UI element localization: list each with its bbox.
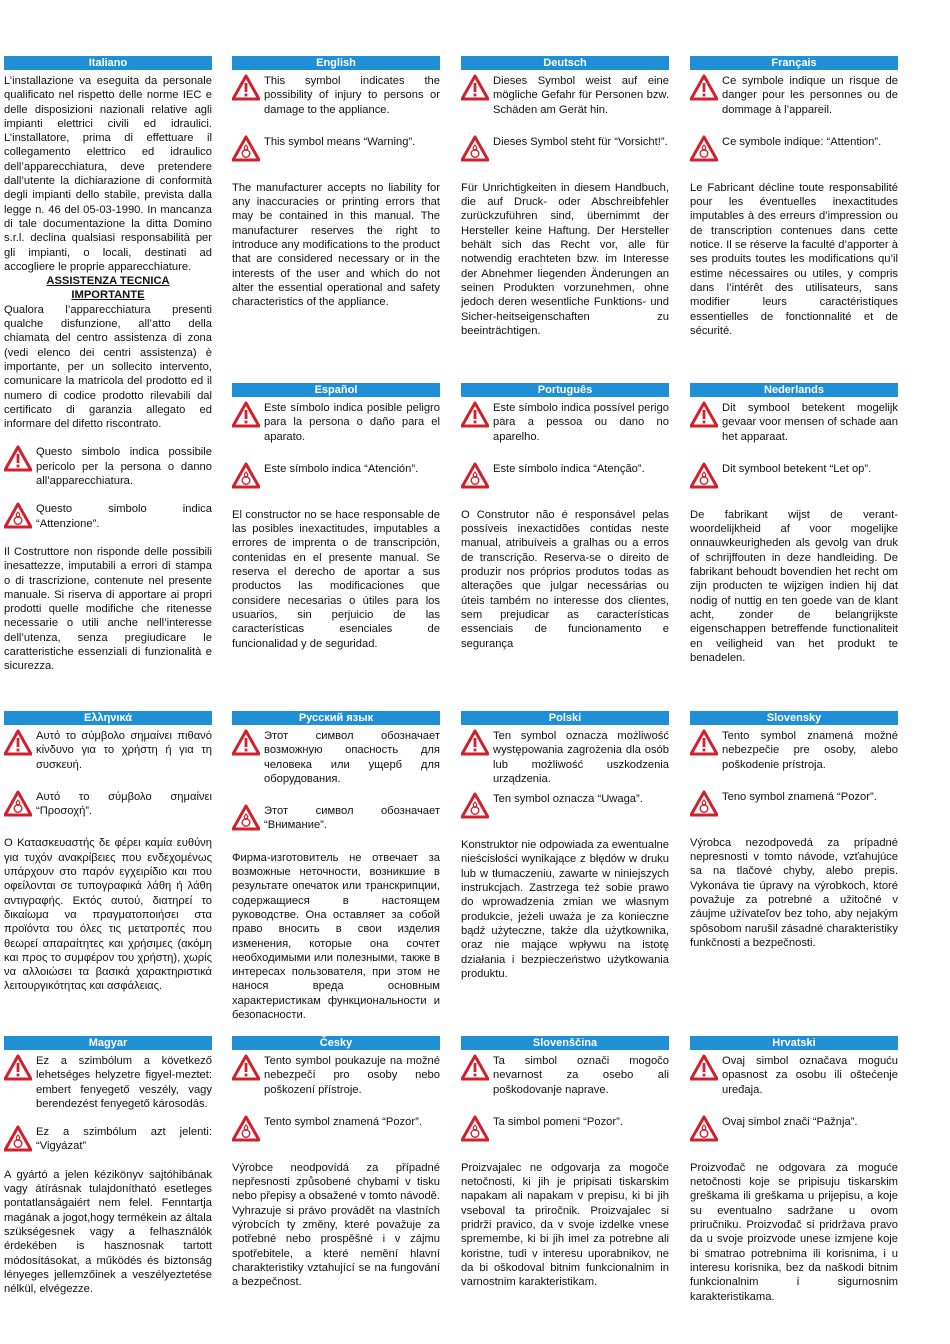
warning-triangle-icon: [461, 74, 491, 102]
warning-triangle-icon: [4, 445, 34, 473]
warning-block: [232, 401, 440, 444]
disclaimer-text: Proizvajalec ne odgovarja za mogoče netočnosti, ki jih je pripisati tiskarskim napakam ali napakam v prepisu, ki bi jih vseboval ta priročnik. Proizvajalec si pridrži pravico, da v svoje izdelke vnese spremembe, ki bi jih imel za potrebne ali koristne, tudi v interesu uporabnikov, ne da bi oškodoval bitnim funkcionalnim in varnostnim karakteristikam.: [461, 1161, 669, 1289]
attention-text: Ten symbol oznacza “Uwaga”.: [493, 793, 643, 806]
attention-block: [690, 135, 898, 163]
warning-text: Questo simbolo indica possibile pericolo per la persona o danno all’apparecchiatura.: [36, 446, 212, 488]
warning-text: Ta simbol označi mogočo nevarnost za osebo ali poškodovanje naprave.: [493, 1055, 669, 1096]
attention-block: [232, 1115, 440, 1143]
section-russkiy: [232, 711, 440, 1022]
attention-triangle-icon: [690, 790, 720, 818]
warning-block: [690, 1054, 898, 1097]
warning-triangle-icon: [4, 729, 34, 757]
warning-block: [690, 729, 898, 772]
warning-block: [461, 729, 669, 786]
attention-triangle-icon: [232, 804, 262, 832]
attention-triangle-icon: [4, 790, 34, 818]
warning-text: Tento symbol znamená možné nebezpečie pre osoby, alebo poškodenie prístroja.: [722, 730, 898, 771]
section-hrvatski: [690, 1036, 898, 1304]
section-deutsch: [461, 56, 669, 338]
disclaimer-text: O Construtor não é responsável pelas possíveis inexactidões contidas neste manual, atribuíveis a gralhas ou a erros de transcrição. Reserva-se o direito de produzir nos próprios produtos todas as alterações que julgar necessárias ou úteis também no interesse dos clientes, sem prejudicar as características essenciais de funcionamento e segurança: [461, 508, 669, 650]
attention-triangle-icon: [461, 462, 491, 490]
warning-triangle-icon: [232, 729, 262, 757]
attention-triangle-icon: [690, 1115, 720, 1143]
section-ellinika: [4, 711, 212, 994]
attention-block: [232, 135, 440, 163]
attention-triangle-icon: [4, 502, 34, 530]
attention-text: This symbol means “Warning”.: [264, 135, 416, 148]
warning-text: Dieses Symbol weist auf eine mögliche Gefahr für Personen bzw. Schäden am Gerät hin.: [493, 75, 669, 116]
section-title: Slovenščina: [461, 1036, 669, 1050]
attention-text: Ta simbol pomeni “Pozor”.: [493, 1115, 623, 1128]
disclaimer-text: The manufacturer accepts no liability for any inaccuracies or printing errors that may be contained in this manual. The manufacturer reserves the right to introduce any modifications to the product that are considered necessary or in the interests of the user and which do not alter the essential operational and safety characteristics of the appliance.: [232, 181, 440, 309]
attention-text: Tento symbol znamená “Pozor”.: [264, 1115, 422, 1128]
disclaimer-text: Il Costruttore non risponde delle possibili inesattezze, imputabili a errori di stampa o di trascrizione, contenute nel presente manuale. Si riserva di apportare ai propri prodotti quelle modifiche che ritenesse necessarie o utili anche nell’interesse dell’utenza, senza pregiudicare le caratteristiche essenziali di funzionalità e sicurezza.: [4, 545, 212, 673]
warning-text: Αυτό το σύμβολο σημαίνει πιθανό κίνδυνο για το χρήστη ή για τη συσκευή.: [36, 730, 212, 771]
installation-text: L’installazione va eseguita da personale qualificato nel rispetto delle norme IEC e delle disposizioni nazionali relative agli impianti elettrici civili ed idraulici. L’installatore, prima di effettuare il collegamento elettrico ed idraulico dell’apparecchiatura, deve pretendere dall’utente la dichiarazione di conformità degli impianti dello stabile, prevista dalla legge n. 46 del 05-03-1990. In mancanza di tale documentazione la ditta Domino s.r.l. declina qualsiasi responsabilità per gli impianti, o locali, destinati ad accogliere le proprie apparecchiature.: [4, 75, 212, 273]
assistance-heading: ASSISTENZA TECNICA: [46, 275, 170, 288]
attention-triangle-icon: [232, 1115, 262, 1143]
section-cesky: [232, 1036, 440, 1290]
attention-text: Ce symbole indique: “Attention”.: [722, 135, 882, 148]
attention-triangle-icon: [461, 135, 491, 163]
attention-text: Este símbolo indica “Atenção”.: [493, 462, 645, 475]
section-nederlands: [690, 383, 898, 665]
attention-block: [461, 792, 669, 820]
section-slovenscina: [461, 1036, 669, 1290]
disclaimer-text: Výrobca nezodpovedá za prípadné nepresnosti v tomto návode, vzťahujúce sa na tlačové chyby, alebo prepis. Vykonáva tie úpravy na výrobkoch, ktoré považuje za potrebné a užitočné v záujme užívateľov bez toho, aby nejakým spôsobom narušil zásadné charakteristiky funkčnosti a bezpečnosti.: [690, 836, 898, 949]
warning-triangle-icon: [232, 1054, 262, 1082]
attention-text: Dieses Symbol steht für “Vorsicht!”.: [493, 135, 668, 148]
attention-block: [461, 462, 669, 490]
warning-triangle-icon: [461, 401, 491, 429]
section-slovensky: [690, 711, 898, 950]
warning-triangle-icon: [690, 401, 720, 429]
disclaimer-text: Proizvođač ne odgovara za moguće netočnosti koje se pripisuju tiskarskim greškama ili greškama u prijepisu, a koje su eventualno sadržane u ovom priručniku. Proizvođač si pridržava pravo da u svoje proizvode unese izmjene koje bi smatrao potrebnima ili korisnima, i u interesu korisnika, bez da naškodi bitnim funkcionalnim i sigurnosnim karakteristikama.: [690, 1161, 898, 1303]
attention-block: [4, 790, 212, 819]
warning-triangle-icon: [461, 1054, 491, 1082]
attention-block: [690, 462, 898, 490]
disclaimer-text: Výrobce neodpovídá za případné nepřesnosti způsobené chybami v tisku nebo přepisy a obsažené v tomto návodě. Vyhrazuje si právo provádět na vlastních výrobcích ty změny, které považuje za potřebné nebo prospěšné i v zájmu spotřebitele, a které nemění hlavní charakteristiky vztahující se na fungování a bezpečnost.: [232, 1161, 440, 1289]
warning-block: [4, 729, 212, 772]
attention-block: [461, 1115, 669, 1143]
attention-text: Dit symbool betekent “Let op”.: [722, 462, 872, 475]
disclaimer-text: De fabrikant wijst de verant-woordelijkheid af voor mogelijke onnauwkeurigheden als gevolg van druk of schrijffouten in deze handleiding. De fabrikant behoudt bovendien het recht om zijn producten te wijzigen indien hij dat nodig of nuttig en ten goede van de klant acht, zonder de belangrijkste eigenschappen betreffende functionaliteit en veiligheid van het produkt te benadelen.: [690, 508, 898, 664]
attention-text: Этот символ обозначает “Внимание”.: [264, 805, 440, 832]
attention-block: [690, 790, 898, 818]
warning-block: [4, 445, 212, 488]
section-title: Polski: [461, 711, 669, 725]
disclaimer-text: El constructor no se hace responsable de las posibles inexactitudes, imputables a errores de imprenta o de transcripción, contenidas en el presente manual. Se reserva el derecho de aportar a sus productos las modificaciones que considere necesarias o útiles para los usuarios, sin perjuicio de las características esenciales de funcionalidad y de seguridad.: [232, 508, 440, 650]
warning-triangle-icon: [232, 401, 262, 429]
warning-text: This symbol indicates the possibility of injury to persons or damage to the appliance.: [264, 75, 440, 116]
warning-block: [690, 74, 898, 117]
warning-text: Este símbolo indica posible peligro para la persona o daño para el aparato.: [264, 402, 440, 443]
attention-block: [4, 1125, 212, 1154]
warning-triangle-icon: [690, 1054, 720, 1082]
important-heading: IMPORTANTE: [71, 289, 145, 302]
section-title: Español: [232, 383, 440, 397]
warning-block: [232, 729, 440, 786]
attention-triangle-icon: [4, 1125, 34, 1153]
attention-text: Questo simbolo indica “Attenzione”.: [36, 503, 212, 530]
warning-block: [232, 1054, 440, 1097]
attention-block: [461, 135, 669, 163]
attention-text: Teno symbol znamená “Pozor”.: [722, 790, 877, 803]
disclaimer-text: Für Unrichtigkeiten in diesem Handbuch, die auf Druck- oder Abschreibfehler zurückzuführen sind, übernimmt der Hersteller keine Haftung. Der Hersteller behält sich das Recht vor, alle für notwendig erachteten bzw. im Interesse der Abnehmer liegenden Änderungen an seinen Produkten vorzunehmen, ohne jedoch deren wesentliche Funktions- und Sicher-heitseigenschaften zu beeinträchtigen.: [461, 181, 669, 337]
warning-text: Ce symbole indique un risque de danger pour les personnes ou de dommage à l’appareil.: [722, 75, 898, 116]
attention-triangle-icon: [232, 135, 262, 163]
assistance-text: Qualora l’apparecchiatura presenti qualche disfunzione, all’atto della chiamata del centro assistenza di zona (vedi elenco dei centri assistenza) è importante, per un sollecito intervento, comunicare la matricola del prodotto ed il numero di codice prodotto rilevabili dal certificato di garanzia allegato ed informare del difetto riscontrato.: [4, 303, 212, 431]
section-title: Ελληνικά: [4, 711, 212, 725]
section-title: English: [232, 56, 440, 70]
attention-text: Αυτό το σύμβολο σημαίνει “Προσοχή”.: [36, 790, 212, 818]
warning-text: Ez a szimbólum a következő lehetséges helyzetre figyel-meztet: embert fenyegető veszély, vagy berendezést fenyegető károsodás.: [36, 1055, 212, 1110]
warning-triangle-icon: [690, 74, 720, 102]
section-english: [232, 56, 440, 310]
warning-block: [232, 74, 440, 117]
attention-text: Ez a szimbólum azt jelenti: “Vigyázat”: [36, 1126, 212, 1153]
attention-text: Ovaj simbol znači “Pažnja”.: [722, 1115, 858, 1128]
warning-text: Ten symbol oznacza możliwość występowania zagrożenia dla osób lub możliwość uszkodzenia urządzenia.: [493, 730, 669, 785]
warning-text: Tento symbol poukazuje na možné nebezpečí pro osoby nebo poškození přístroje.: [264, 1055, 440, 1096]
warning-block: [461, 401, 669, 444]
attention-triangle-icon: [461, 792, 491, 820]
warning-triangle-icon: [232, 74, 262, 102]
attention-block: [232, 804, 440, 833]
section-title: Português: [461, 383, 669, 397]
section-magyar: [4, 1036, 212, 1296]
section-title: Hrvatski: [690, 1036, 898, 1050]
section-title: Česky: [232, 1036, 440, 1050]
attention-text: Este símbolo indica “Atención”.: [264, 462, 419, 475]
section-title: Français: [690, 56, 898, 70]
section-title: Italiano: [4, 56, 212, 70]
warning-block: [461, 74, 669, 117]
section-title: Magyar: [4, 1036, 212, 1050]
disclaimer-text: Фирма-изготовитель не отвечает за возможные неточности, возникшие в результате опечаток или транскрипции, содержащиеся в настоящем руководстве. Она оставляет за собой право вносить в свои изделия изменения, которые она сочтет необходимыми или полезными, также в интересах пользователя, при этом не нанося вреда основным характеристикам функциональности и безопасности.: [232, 851, 440, 1022]
section-title: Nederlands: [690, 383, 898, 397]
warning-block: [4, 1054, 212, 1111]
attention-triangle-icon: [690, 462, 720, 490]
section-portugues: [461, 383, 669, 651]
section-polski: [461, 711, 669, 981]
attention-triangle-icon: [232, 462, 262, 490]
attention-block: [4, 502, 212, 531]
warning-triangle-icon: [461, 729, 491, 757]
disclaimer-text: Ο Κατασκευαστής δε φέρει καμία ευθύνη για τυχόν ανακρίβειες που ενδεχομένως υπάρχουν στο παρόν εγχειρίδιο και που οφείλονται σε τυπογραφικά λάθη ή λάθη αντιγραφής. Εκτός αυτού, διατηρεί το δικαίωμα να πραγματοποιήσει στα προϊόντα του όλες τις μετατροπές που θεωρεί απαραίτητες και χρήσιμες (ακόμη και προς το συμφέρον του χρήστη), χωρίς να αλλοιώσει τα βασικά χαρακτηριστικά λειτουργικότητας και ασφάλειας.: [4, 837, 212, 993]
attention-triangle-icon: [461, 1115, 491, 1143]
attention-triangle-icon: [690, 135, 720, 163]
warning-triangle-icon: [4, 1054, 34, 1082]
attention-block: [690, 1115, 898, 1143]
disclaimer-text: Le Fabricant décline toute responsabilité pour les éventuelles inexactitudes imputables à des erreurs d’impression ou de transcription contenues dans cette notice. Il se réserve la faculté d’apporter à ses produits toutes les modifications qu’il estime nécessaires ou utiles, y compris dans l’intérêt des utilisateurs, sans modifier leurs caractéristiques essentielles de fonctionnalité et de sécurité.: [690, 181, 898, 337]
warning-text: Этот символ обозначает возможную опасность для человека или ущерб для оборудования.: [264, 730, 440, 785]
section-title: Русский язык: [232, 711, 440, 725]
warning-text: Dit symbool betekent mogelijk gevaar voor mensen of schade aan het apparaat.: [722, 402, 898, 443]
warning-triangle-icon: [690, 729, 720, 757]
warning-text: Este símbolo indica possível perigo para a pessoa ou dano no aparelho.: [493, 402, 669, 443]
attention-block: [232, 462, 440, 490]
section-italiano: [4, 56, 212, 674]
section-espanol: [232, 383, 440, 651]
warning-block: [461, 1054, 669, 1097]
section-title: Slovensky: [690, 711, 898, 725]
disclaimer-text: Konstruktor nie odpowiada za ewentualne nieścisłości wynikające z błędów w druku lub w tłumaczeniu, zawarte w niniejszych instrukcjach. Zastrzega też sobie prawo do wprowadzenia zmian we własnym produkcie, jeżeli uważa je za konieczne bądź użyteczne, także dla użytkownika, oraz nie mające wpływu na istotę działania i bezpieczeństwo użytkowania produktu.: [461, 839, 669, 980]
disclaimer-text: A gyártó a jelen kézikönyv sajtóhibának vagy átírásnak tulajdonítható esetleges pontatlanságaiért nem felel. Fenntartja magának a jogot,hogy termékein az általa szükségesnek vagy a felhasználók érdekében is hasznosnak tartott módosításokat, a működés és biztonság lényeges jellemzőinek a veszélyeztetése nélkül, elvégezze.: [4, 1168, 212, 1296]
section-title: Deutsch: [461, 56, 669, 70]
warning-text: Ovaj simbol označava moguću opasnost za osobu ili oštećenje uređaja.: [722, 1055, 898, 1096]
section-francais: [690, 56, 898, 338]
warning-block: [690, 401, 898, 444]
